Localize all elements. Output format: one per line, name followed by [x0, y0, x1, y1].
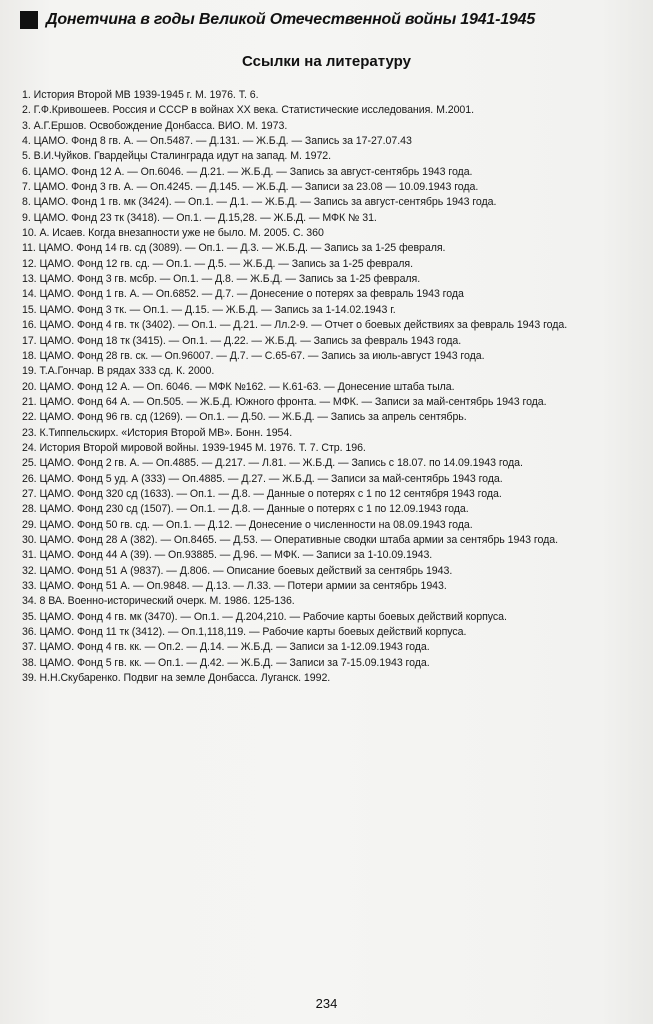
running-header	[20, 11, 535, 29]
reference-item: 15. ЦАМО. Фонд 3 тк. — Оп.1. — Д.15. — Ж.Б.Д. — Запись за 1-14.02.1943 г.	[22, 303, 396, 316]
reference-item: 4. ЦАМО. Фонд 8 гв. А. — Оп.5487. — Д.131. — Ж.Б.Д. — Запись за 17-27.07.43	[22, 135, 412, 148]
reference-item: 14. ЦАМО. Фонд 1 гв. А. — Оп.6852. — Д.7. — Донесение о потерях за февраль 1943 года	[22, 288, 464, 301]
header-title: Донетчина в годы Великой Отечественной войны 1941-1945	[46, 11, 536, 28]
reference-item: 35. ЦАМО. Фонд 4 гв. мк (3470). — Оп.1. — Д.204,210. — Рабочие карты боевых действий корпуса.	[22, 610, 507, 623]
header-square-marker	[20, 11, 38, 29]
reference-item: 9. ЦАМО. Фонд 23 тк (3418). — Оп.1. — Д.15,28. — Ж.Б.Д. — МФК № 31.	[22, 211, 377, 224]
reference-item: 38. ЦАМО. Фонд 5 гв. кк. — Оп.1. — Д.42. — Ж.Б.Д. — Записи за 7-15.09.1943 года.	[22, 656, 430, 669]
reference-item: 30. ЦАМО. Фонд 28 А (382). — Оп.8465. — Д.53. — Оперативные сводки штаба армии за сентябрь 1943 года.	[22, 533, 558, 546]
reference-item: 2. Г.Ф.Кривошеев. Россия и СССР в войнах XX века. Статистические исследования. М.2001.	[22, 104, 475, 117]
reference-item: 7. ЦАМО. Фонд 3 гв. А. — Оп.4245. — Д.145. — Ж.Б.Д. — Записи за 23.08 — 10.09.1943 года.	[22, 181, 479, 194]
reference-item: 27. ЦАМО. Фонд 320 сд (1633). — Оп.1. — Д.8. — Данные о потерях с 1 по 12 сентября 1943 года.	[22, 487, 502, 500]
reference-item: 36. ЦАМО. Фонд 11 тк (3412). — Оп.1,118,119. — Рабочие карты боевых действий корпуса.	[22, 626, 467, 639]
reference-item: 17. ЦАМО. Фонд 18 тк (3415). — Оп.1. — Д.22. — Ж.Б.Д. — Запись за февраль 1943 года.	[22, 334, 462, 347]
reference-item: 37. ЦАМО. Фонд 4 гв. кк. — Оп.2. — Д.14. — Ж.Б.Д. — Записи за 1-12.09.1943 года.	[22, 641, 430, 654]
reference-item: 24. История Второй мировой войны. 1939-1945 М. 1976. Т. 7. Стр. 196.	[22, 441, 366, 454]
reference-item: 11. ЦАМО. Фонд 14 гв. сд (3089). — Оп.1. — Д.3. — Ж.Б.Д. — Запись за 1-25 февраля.	[22, 242, 446, 255]
reference-item: 33. ЦАМО. Фонд 51 А. — Оп.9848. — Д.13. — Л.33. — Потери армии за сентябрь 1943.	[22, 580, 447, 592]
reference-item: 3. А.Г.Ершов. Освобождение Донбасса. ВИО. М. 1973.	[22, 119, 288, 132]
reference-item: 23. К.Типпельскирх. «История Второй МВ». Бонн. 1954.	[22, 426, 293, 439]
reference-item: 21. ЦАМО. Фонд 64 А. — Оп.505. — Ж.Б.Д. Южного фронта. — МФК. — Записи за май-сентябрь 1943 года.	[22, 395, 547, 408]
reference-item: 19. Т.А.Гончар. В рядах 333 сд. К. 2000.	[22, 365, 215, 378]
section-title: Ссылки на литературу	[242, 53, 411, 70]
reference-item: 10. А. Исаев. Когда внезапности уже не было. М. 2005. С. 360	[22, 227, 324, 240]
reference-item: 13. ЦАМО. Фонд 3 гв. мсбр. — Оп.1. — Д.8. — Ж.Б.Д. — Запись за 1-25 февраля.	[22, 273, 421, 286]
reference-item: 6. ЦАМО. Фонд 12 А. — Оп.6046. — Д.21. — Ж.Б.Д. — Запись за август-сентябрь 1943 года.	[22, 165, 473, 178]
reference-item: 31. ЦАМО. Фонд 44 А (39). — Оп.93885. — Д.96. — МФК. — Записи за 1-10.09.1943.	[22, 549, 433, 562]
reference-item: 16. ЦАМО. Фонд 4 гв. тк (3402). — Оп.1. — Д.21. — Лл.2-9. — Отчет о боевых действиях за февраль 1943 года.	[22, 319, 568, 332]
reference-item: 34. 8 ВА. Военно-исторический очерк. М. 1986. 125-136.	[22, 595, 295, 608]
reference-item: 1. История Второй МВ 1939-1945 г. М. 1976. Т. 6.	[22, 89, 259, 101]
page-number: 234	[315, 996, 338, 1011]
reference-list	[22, 88, 630, 686]
reference-item: 39. Н.Н.Скубаренко. Подвиг на земле Донбасса. Луганск. 1992.	[22, 672, 331, 685]
reference-item: 20. ЦАМО. Фонд 12 А. — Оп. 6046. — МФК №162. — К.61-63. — Донесение штаба тыла.	[22, 380, 455, 393]
reference-item: 12. ЦАМО. Фонд 12 гв. сд. — Оп.1. — Д.5. — Ж.Б.Д. — Запись за 1-25 февраля.	[22, 257, 414, 270]
reference-item: 5. В.И.Чуйков. Гвардейцы Сталинграда идут на запад. М. 1972.	[22, 150, 332, 163]
reference-item: 28. ЦАМО. Фонд 230 сд (1507). — Оп.1. — Д.8. — Данные о потерях с 1 по 12.09.1943 года.	[22, 503, 469, 516]
reference-item: 8. ЦАМО. Фонд 1 гв. мк (3424). — Оп.1. — Д.1. — Ж.Б.Д. — Запись за август-сентябрь 1943 года.	[22, 196, 497, 209]
reference-item: 32. ЦАМО. Фонд 51 А (9837). — Д.806. — Описание боевых действий за сентябрь 1943.	[22, 564, 453, 577]
reference-item: 22. ЦАМО. Фонд 96 гв. сд (1269). — Оп.1. — Д.50. — Ж.Б.Д. — Запись за апрель сентябрь.	[22, 411, 467, 424]
reference-item: 29. ЦАМО. Фонд 50 гв. сд. — Оп.1. — Д.12. — Донесение о численности на 08.09.1943 года.	[22, 518, 473, 531]
reference-item: 26. ЦАМО. Фонд 5 уд. А (333) — Оп.4885. — Д.27. — Ж.Б.Д. — Записи за май-сентябрь 1943 года.	[22, 472, 503, 485]
reference-item: 25. ЦАМО. Фонд 2 гв. А. — Оп.4885. — Д.217. — Л.81. — Ж.Б.Д. — Запись с 18.07. по 14.09.1943 года.	[22, 457, 523, 470]
reference-item: 18. ЦАМО. Фонд 28 гв. ск. — Оп.96007. — Д.7. — С.65-67. — Запись за июль-август 1943 года.	[22, 349, 485, 362]
